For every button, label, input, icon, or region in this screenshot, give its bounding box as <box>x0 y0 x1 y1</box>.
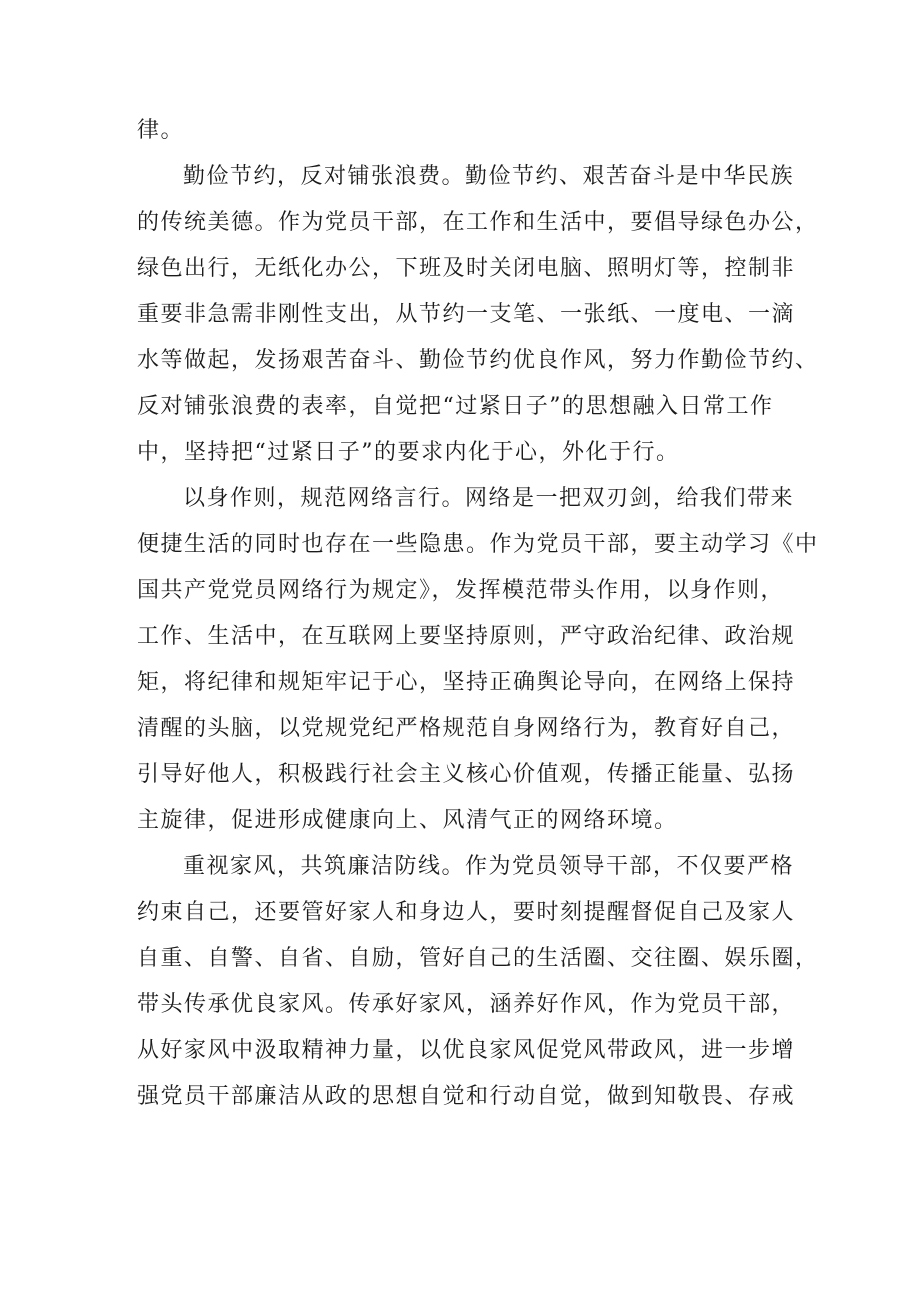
text-line: 从好家风中汲取精神力量，以优良家风促党风带政风，进一步增 <box>137 1038 796 1063</box>
paragraph-family-start: 重视家风，共筑廉洁防线。作为党员领导干部，不仅要严格 <box>183 854 795 879</box>
body-text <box>137 108 819 1120</box>
text-line: 便捷生活的同时也存在一些隐患。作为党员干部，要主动学习《中 <box>137 532 819 557</box>
text-line: 清醒的头脑，以党规党纪严格规范自身网络行为，教育好自己， <box>137 716 796 741</box>
text-line: 水等做起，发扬艰苦奋斗、勤俭节约优良作风，努力作勤俭节约、 <box>137 348 819 373</box>
text-line: 绿色出行，无纸化办公，下班及时关闭电脑、照明灯等，控制非 <box>137 256 796 281</box>
text-line: 的传统美德。作为党员干部，在工作和生活中，要倡导绿色办公， <box>137 210 819 235</box>
text-line: 带头传承优良家风。传承好家风，涵养好作风，作为党员干部， <box>137 992 796 1017</box>
text-line: 矩，将纪律和规矩牢记于心，坚持正确舆论导向，在网络上保持 <box>137 670 796 695</box>
text-line: 约束自己，还要管好家人和身边人，要时刻提醒督促自己及家人 <box>137 900 796 925</box>
text-line: 自重、自警、自省、自励，管好自己的生活圈、交往圈、娱乐圈， <box>137 946 819 971</box>
text-line: 重要非急需非刚性支出，从节约一支笔、一张纸、一度电、一滴 <box>137 302 796 327</box>
paragraph-frugality-start: 勤俭节约，反对铺张浪费。勤俭节约、艰苦奋斗是中华民族 <box>183 164 795 189</box>
text-line: 国共产党党员网络行为规定》，发挥模范带头作用，以身作则， <box>137 578 785 603</box>
text-line: 主旋律，促进形成健康向上、风清气正的网络环境。 <box>137 808 678 833</box>
text-line: 律。 <box>137 118 185 143</box>
text-line: 强党员干部廉洁从政的思想自觉和行动自觉，做到知敬畏、存戒 <box>137 1084 796 1109</box>
text-line: 引导好他人，积极践行社会主义核心价值观，传播正能量、弘扬 <box>137 762 796 787</box>
text-line: 工作、生活中，在互联网上要坚持原则，严守政治纪律、政治规 <box>137 624 796 649</box>
text-line: 反对铺张浪费的表率，自觉把“过紧日子”的思想融入日常工作 <box>137 394 774 419</box>
text-line: 中，坚持把“过紧日子”的要求内化于心，外化于行。 <box>137 440 680 465</box>
paragraph-network-start: 以身作则，规范网络言行。网络是一把双刃剑，给我们带来 <box>183 486 795 511</box>
